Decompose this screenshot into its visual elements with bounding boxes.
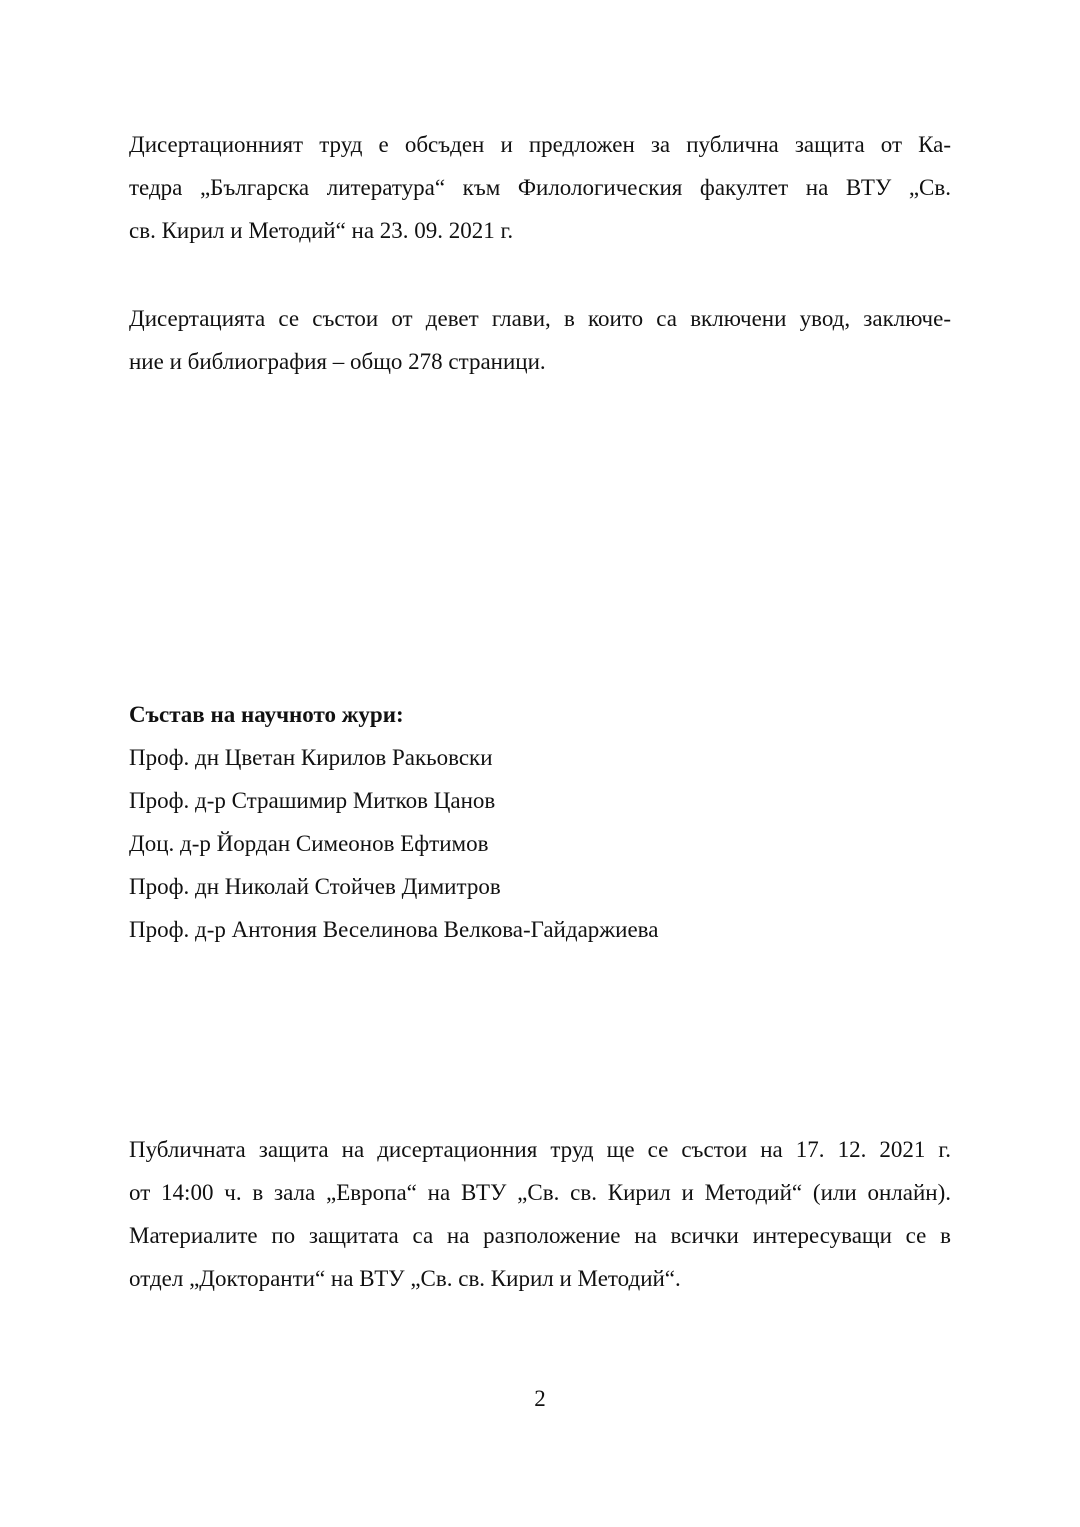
intro-paragraph <box>129 123 951 252</box>
intro-line: св. Кирил и Методий“ на 23. 09. 2021 г. <box>129 218 514 243</box>
jury-member: Проф. дн Николай Стойчев Димитров <box>129 874 501 899</box>
structure-line: ние и библиография – общо 278 страници. <box>129 349 546 374</box>
jury-title: Състав на научното жури: <box>129 702 404 727</box>
defense-line: Материалите по защитата са на разположение на всички интересуващи се в <box>129 1223 951 1248</box>
structure-paragraph <box>129 297 951 383</box>
jury-member: Проф. дн Цветан Кирилов Ракьовски <box>129 745 493 770</box>
jury-member: Проф. д-р Страшимир Митков Цанов <box>129 788 496 813</box>
defense-paragraph <box>129 1128 951 1300</box>
jury-member: Проф. д-р Антония Веселинова Велкова-Гайдаржиева <box>129 917 659 942</box>
structure-line: Дисертацията се състои от девет глави, в които са включени увод, заключе- <box>129 306 951 331</box>
defense-line: Публичната защита на дисертационния труд ще се състои на 17. 12. 2021 г. <box>129 1137 951 1162</box>
defense-line: отдел „Докторанти“ на ВТУ „Св. св. Кирил и Методий“. <box>129 1266 681 1291</box>
intro-line: тедра „Българска литература“ към Филологическия факултет на ВТУ „Св. <box>129 175 951 200</box>
jury-member: Доц. д-р Йордан Симеонов Ефтимов <box>129 831 489 856</box>
intro-line: Дисертационният труд е обсъден и предложен за публична защита от Ка- <box>129 132 951 157</box>
page-number: 2 <box>534 1386 546 1411</box>
jury-section <box>129 693 951 951</box>
defense-line: от 14:00 ч. в зала „Европа“ на ВТУ „Св. св. Кирил и Методий“ (или онлайн). <box>129 1180 951 1205</box>
